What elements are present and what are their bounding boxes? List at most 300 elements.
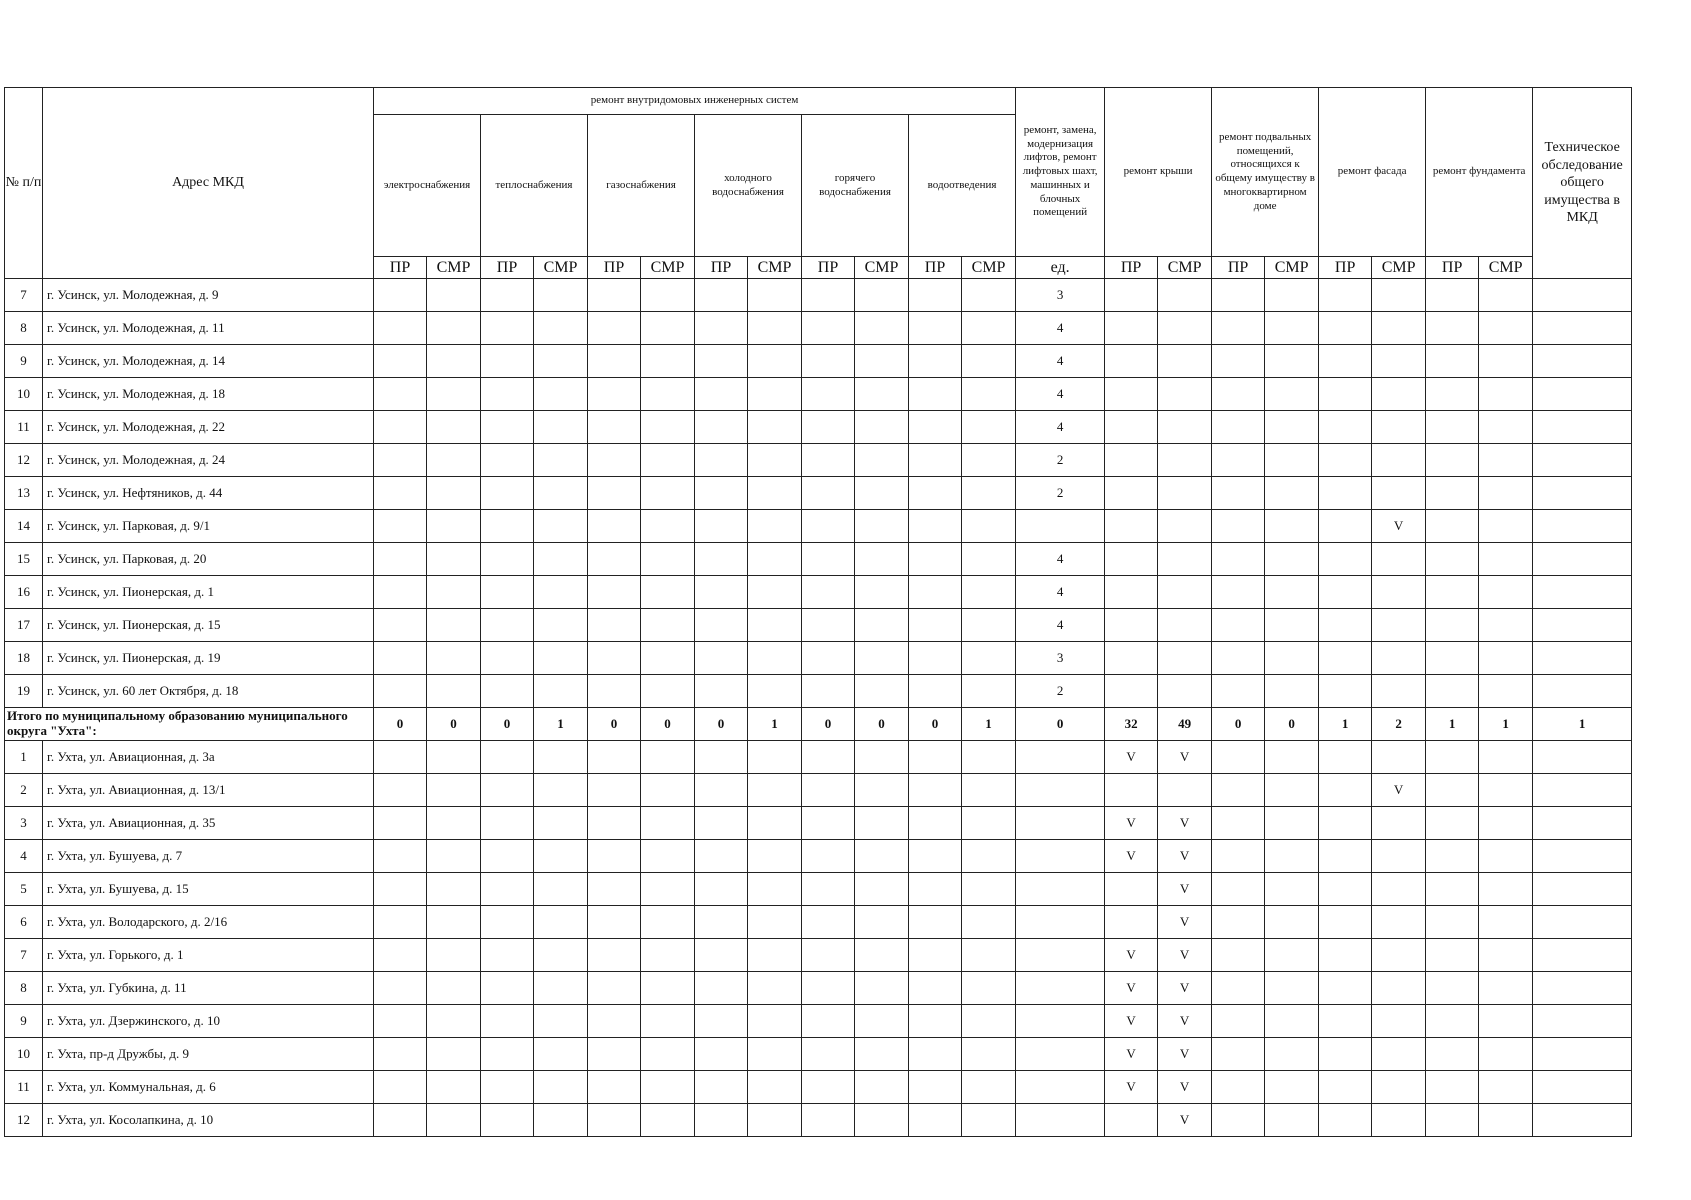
table-cell bbox=[1479, 312, 1533, 345]
table-cell bbox=[962, 840, 1016, 873]
row-number: 11 bbox=[5, 411, 43, 444]
table-cell bbox=[962, 1071, 1016, 1104]
table-cell bbox=[641, 510, 695, 543]
table-cell bbox=[1212, 411, 1265, 444]
table-cell bbox=[962, 1005, 1016, 1038]
table-cell bbox=[588, 279, 641, 312]
table-cell bbox=[534, 642, 588, 675]
table-row bbox=[5, 675, 1632, 708]
table-cell bbox=[962, 873, 1016, 906]
table-cell bbox=[695, 345, 748, 378]
table-cell bbox=[1212, 576, 1265, 609]
table-cell bbox=[802, 312, 855, 345]
table-row bbox=[5, 378, 1632, 411]
table-row bbox=[5, 1071, 1632, 1104]
table-cell bbox=[1426, 906, 1479, 939]
subheader-smr: СМР bbox=[962, 257, 1016, 279]
table-cell bbox=[427, 774, 481, 807]
table-cell bbox=[1016, 807, 1105, 840]
table-cell bbox=[748, 1071, 802, 1104]
table-cell bbox=[641, 906, 695, 939]
table-cell bbox=[962, 279, 1016, 312]
table-cell bbox=[695, 1005, 748, 1038]
table-cell bbox=[588, 807, 641, 840]
table-cell bbox=[855, 807, 909, 840]
table-cell bbox=[695, 411, 748, 444]
table-cell bbox=[1105, 477, 1158, 510]
table-cell bbox=[1426, 609, 1479, 642]
table-cell bbox=[427, 345, 481, 378]
table-cell bbox=[534, 345, 588, 378]
subheader-pr: ПР bbox=[1105, 257, 1158, 279]
table-cell bbox=[427, 807, 481, 840]
table-cell: 3 bbox=[1016, 279, 1105, 312]
table-cell bbox=[962, 411, 1016, 444]
table-cell bbox=[1372, 1038, 1426, 1071]
table-cell bbox=[802, 510, 855, 543]
table-cell bbox=[802, 279, 855, 312]
table-cell: V bbox=[1105, 939, 1158, 972]
table-cell bbox=[1158, 279, 1212, 312]
table-cell bbox=[641, 477, 695, 510]
table-cell: 0 bbox=[1016, 708, 1105, 741]
row-number: 11 bbox=[5, 1071, 43, 1104]
col-header-electricity: электроснабжения bbox=[374, 115, 481, 257]
table-cell: 0 bbox=[427, 708, 481, 741]
table-cell bbox=[427, 609, 481, 642]
subheader-smr: СМР bbox=[855, 257, 909, 279]
table-row bbox=[5, 1104, 1632, 1137]
table-cell bbox=[427, 312, 481, 345]
table-cell bbox=[1105, 609, 1158, 642]
table-cell bbox=[1105, 543, 1158, 576]
table-cell: 2 bbox=[1016, 444, 1105, 477]
table-cell bbox=[1533, 807, 1632, 840]
table-cell bbox=[962, 477, 1016, 510]
table-cell: 2 bbox=[1016, 477, 1105, 510]
table-cell: 4 bbox=[1016, 378, 1105, 411]
table-cell bbox=[909, 378, 962, 411]
table-cell bbox=[695, 873, 748, 906]
table-cell: V bbox=[1105, 840, 1158, 873]
table-cell bbox=[1426, 873, 1479, 906]
table-cell bbox=[748, 279, 802, 312]
table-cell bbox=[588, 378, 641, 411]
table-cell bbox=[695, 939, 748, 972]
table-cell bbox=[695, 1038, 748, 1071]
row-number: 10 bbox=[5, 378, 43, 411]
table-cell bbox=[855, 774, 909, 807]
table-cell bbox=[1265, 1071, 1319, 1104]
table-cell bbox=[1265, 345, 1319, 378]
row-address: г. Ухта, ул. Косолапкина, д. 10 bbox=[43, 1104, 374, 1137]
table-cell bbox=[1533, 1104, 1632, 1137]
table-cell bbox=[1016, 840, 1105, 873]
table-cell bbox=[1426, 1038, 1479, 1071]
table-cell bbox=[534, 741, 588, 774]
table-cell bbox=[1372, 972, 1426, 1005]
table-cell: V bbox=[1105, 1005, 1158, 1038]
table-cell: 49 bbox=[1158, 708, 1212, 741]
table-cell bbox=[1105, 510, 1158, 543]
table-cell bbox=[855, 939, 909, 972]
table-cell bbox=[1265, 906, 1319, 939]
capital-repair-table bbox=[4, 87, 1632, 1137]
table-row bbox=[5, 741, 1632, 774]
table-cell bbox=[1533, 576, 1632, 609]
table-cell bbox=[481, 1071, 534, 1104]
row-address: г. Усинск, ул. Молодежная, д. 22 bbox=[43, 411, 374, 444]
table-cell bbox=[427, 1071, 481, 1104]
table-cell: V bbox=[1158, 741, 1212, 774]
table-cell bbox=[374, 840, 427, 873]
table-row bbox=[5, 543, 1632, 576]
table-cell bbox=[1319, 675, 1372, 708]
table-cell bbox=[1479, 345, 1533, 378]
table-cell bbox=[962, 774, 1016, 807]
table-cell bbox=[1212, 774, 1265, 807]
table-cell bbox=[1372, 411, 1426, 444]
row-number: 19 bbox=[5, 675, 43, 708]
table-cell bbox=[641, 378, 695, 411]
row-number: 12 bbox=[5, 444, 43, 477]
table-cell: 0 bbox=[481, 708, 534, 741]
col-header-lifts: ремонт, замена, модернизация лифтов, ремонт лифтовых шахт, машинных и блочных помещений bbox=[1016, 88, 1105, 257]
col-header-internal-systems: ремонт внутридомовых инженерных систем bbox=[374, 88, 1016, 115]
table-cell: 4 bbox=[1016, 345, 1105, 378]
table-cell bbox=[1479, 972, 1533, 1005]
table-cell bbox=[1265, 444, 1319, 477]
table-cell bbox=[802, 939, 855, 972]
table-cell bbox=[802, 873, 855, 906]
table-cell bbox=[1426, 576, 1479, 609]
table-cell bbox=[1479, 873, 1533, 906]
table-cell bbox=[481, 741, 534, 774]
table-cell bbox=[1319, 345, 1372, 378]
table-cell bbox=[481, 873, 534, 906]
table-cell bbox=[909, 807, 962, 840]
table-cell bbox=[427, 411, 481, 444]
table-cell bbox=[909, 972, 962, 1005]
table-cell bbox=[802, 345, 855, 378]
table-cell bbox=[1158, 444, 1212, 477]
table-cell bbox=[641, 840, 695, 873]
table-cell bbox=[374, 873, 427, 906]
table-cell bbox=[748, 675, 802, 708]
table-cell bbox=[534, 675, 588, 708]
table-cell bbox=[1016, 906, 1105, 939]
table-cell bbox=[534, 774, 588, 807]
table-cell bbox=[962, 576, 1016, 609]
table-cell bbox=[695, 906, 748, 939]
table-cell bbox=[1212, 1104, 1265, 1137]
table-cell bbox=[1265, 840, 1319, 873]
table-cell bbox=[748, 840, 802, 873]
table-cell bbox=[1533, 972, 1632, 1005]
table-cell bbox=[1426, 675, 1479, 708]
table-cell bbox=[748, 774, 802, 807]
table-cell bbox=[1533, 642, 1632, 675]
table-cell bbox=[855, 411, 909, 444]
table-cell bbox=[1372, 675, 1426, 708]
table-cell bbox=[748, 345, 802, 378]
row-number: 5 bbox=[5, 873, 43, 906]
table-cell: V bbox=[1158, 1038, 1212, 1071]
table-cell bbox=[588, 411, 641, 444]
table-cell bbox=[855, 675, 909, 708]
table-cell bbox=[481, 543, 534, 576]
table-cell bbox=[1533, 906, 1632, 939]
row-number: 16 bbox=[5, 576, 43, 609]
table-cell bbox=[1479, 1071, 1533, 1104]
table-cell bbox=[802, 1104, 855, 1137]
row-address: г. Усинск, ул. Молодежная, д. 11 bbox=[43, 312, 374, 345]
table-cell bbox=[427, 939, 481, 972]
table-cell: V bbox=[1158, 807, 1212, 840]
table-cell bbox=[695, 576, 748, 609]
table-cell bbox=[374, 609, 427, 642]
table-cell bbox=[1533, 1038, 1632, 1071]
table-cell bbox=[962, 741, 1016, 774]
table-cell bbox=[748, 642, 802, 675]
table-cell bbox=[1533, 378, 1632, 411]
table-cell bbox=[802, 1071, 855, 1104]
table-cell bbox=[534, 576, 588, 609]
table-cell bbox=[588, 444, 641, 477]
table-cell bbox=[748, 741, 802, 774]
table-cell bbox=[1158, 345, 1212, 378]
table-cell bbox=[427, 510, 481, 543]
table-cell bbox=[909, 477, 962, 510]
table-cell bbox=[1319, 939, 1372, 972]
table-cell bbox=[641, 1005, 695, 1038]
table-cell bbox=[1319, 840, 1372, 873]
table-cell bbox=[1372, 609, 1426, 642]
table-cell bbox=[1479, 840, 1533, 873]
table-cell bbox=[427, 906, 481, 939]
row-address: г. Ухта, ул. Горького, д. 1 bbox=[43, 939, 374, 972]
table-cell bbox=[1105, 1104, 1158, 1137]
table-cell bbox=[1158, 609, 1212, 642]
table-cell bbox=[588, 1104, 641, 1137]
table-cell bbox=[1265, 1038, 1319, 1071]
table-cell bbox=[374, 444, 427, 477]
table-cell bbox=[481, 345, 534, 378]
table-cell bbox=[1372, 279, 1426, 312]
table-cell bbox=[1212, 972, 1265, 1005]
table-cell bbox=[1158, 543, 1212, 576]
table-cell bbox=[1016, 774, 1105, 807]
subheader-unit: ед. bbox=[1016, 257, 1105, 279]
table-cell bbox=[1533, 312, 1632, 345]
col-header-hot-water: горячего водоснабжения bbox=[802, 115, 909, 257]
table-cell bbox=[748, 873, 802, 906]
table-cell bbox=[588, 906, 641, 939]
table-cell bbox=[1265, 576, 1319, 609]
table-cell bbox=[588, 741, 641, 774]
table-cell bbox=[481, 312, 534, 345]
table-cell bbox=[695, 543, 748, 576]
table-cell bbox=[1319, 312, 1372, 345]
table-cell bbox=[1212, 543, 1265, 576]
table-cell bbox=[1426, 345, 1479, 378]
table-cell bbox=[1479, 741, 1533, 774]
table-cell bbox=[534, 1038, 588, 1071]
row-address: г. Усинск, ул. Парковая, д. 20 bbox=[43, 543, 374, 576]
table-cell bbox=[374, 1071, 427, 1104]
table-cell bbox=[641, 1038, 695, 1071]
table-cell: 0 bbox=[641, 708, 695, 741]
table-row bbox=[5, 906, 1632, 939]
table-cell bbox=[374, 1005, 427, 1038]
table-cell bbox=[802, 906, 855, 939]
table-cell bbox=[481, 1005, 534, 1038]
table-cell bbox=[1319, 543, 1372, 576]
table-cell bbox=[695, 807, 748, 840]
table-cell bbox=[427, 840, 481, 873]
col-header-tech-inspection: Техническое обследование общего имущества в МКД bbox=[1533, 88, 1632, 279]
table-cell bbox=[374, 576, 427, 609]
subheader-smr: СМР bbox=[641, 257, 695, 279]
table-cell bbox=[427, 1104, 481, 1137]
table-cell bbox=[534, 1071, 588, 1104]
table-cell bbox=[1265, 774, 1319, 807]
row-address: г. Ухта, ул. Губкина, д. 11 bbox=[43, 972, 374, 1005]
table-cell bbox=[695, 477, 748, 510]
table-cell bbox=[1212, 477, 1265, 510]
subheader-smr: СМР bbox=[748, 257, 802, 279]
table-cell bbox=[534, 840, 588, 873]
table-cell bbox=[1533, 444, 1632, 477]
table-cell bbox=[481, 279, 534, 312]
table-row bbox=[5, 609, 1632, 642]
table-cell bbox=[641, 1071, 695, 1104]
subheader-smr: СМР bbox=[1479, 257, 1533, 279]
row-number: 1 bbox=[5, 741, 43, 774]
table-cell: 0 bbox=[1265, 708, 1319, 741]
table-cell bbox=[427, 576, 481, 609]
table-cell bbox=[534, 411, 588, 444]
table-cell bbox=[802, 807, 855, 840]
table-cell bbox=[695, 312, 748, 345]
table-cell bbox=[1265, 609, 1319, 642]
table-cell bbox=[1212, 939, 1265, 972]
table-cell bbox=[1319, 873, 1372, 906]
table-cell: 1 bbox=[962, 708, 1016, 741]
col-header-heating: теплоснабжения bbox=[481, 115, 588, 257]
table-cell: 1 bbox=[534, 708, 588, 741]
table-cell: V bbox=[1158, 1071, 1212, 1104]
table-cell bbox=[909, 675, 962, 708]
table-cell: 4 bbox=[1016, 312, 1105, 345]
table-cell bbox=[1372, 378, 1426, 411]
table-cell bbox=[909, 345, 962, 378]
table-cell bbox=[962, 444, 1016, 477]
table-cell bbox=[1016, 1071, 1105, 1104]
row-address: г. Ухта, пр-д Дружбы, д. 9 bbox=[43, 1038, 374, 1071]
subheader-smr: СМР bbox=[534, 257, 588, 279]
table-cell bbox=[1426, 1104, 1479, 1137]
table-cell bbox=[534, 873, 588, 906]
row-address: г. Усинск, ул. Молодежная, д. 14 bbox=[43, 345, 374, 378]
table-cell bbox=[1426, 279, 1479, 312]
table-cell: V bbox=[1158, 1104, 1212, 1137]
table-cell bbox=[748, 510, 802, 543]
table-cell: 2 bbox=[1016, 675, 1105, 708]
row-number: 18 bbox=[5, 642, 43, 675]
table-cell bbox=[909, 1071, 962, 1104]
table-row bbox=[5, 312, 1632, 345]
table-cell bbox=[1319, 411, 1372, 444]
table-cell bbox=[802, 543, 855, 576]
table-cell: 0 bbox=[588, 708, 641, 741]
table-cell bbox=[748, 543, 802, 576]
table-cell bbox=[1105, 279, 1158, 312]
table-cell bbox=[481, 576, 534, 609]
table-row bbox=[5, 939, 1632, 972]
table-cell bbox=[534, 939, 588, 972]
table-cell bbox=[1533, 1005, 1632, 1038]
table-cell: 4 bbox=[1016, 609, 1105, 642]
table-cell bbox=[1212, 807, 1265, 840]
table-cell bbox=[588, 840, 641, 873]
table-cell bbox=[641, 609, 695, 642]
table-cell bbox=[1105, 378, 1158, 411]
col-header-drainage: водоотведения bbox=[909, 115, 1016, 257]
table-cell: 0 bbox=[1212, 708, 1265, 741]
table-cell bbox=[427, 741, 481, 774]
table-cell bbox=[1372, 543, 1426, 576]
table-cell bbox=[1372, 939, 1426, 972]
table-cell bbox=[374, 345, 427, 378]
table-cell bbox=[1479, 477, 1533, 510]
row-number: 14 bbox=[5, 510, 43, 543]
table-cell: 0 bbox=[909, 708, 962, 741]
table-cell bbox=[909, 873, 962, 906]
table-cell bbox=[481, 1104, 534, 1137]
table-cell bbox=[1372, 477, 1426, 510]
table-cell bbox=[748, 576, 802, 609]
table-cell bbox=[802, 1038, 855, 1071]
table-cell bbox=[481, 510, 534, 543]
table-cell bbox=[1265, 279, 1319, 312]
table-row bbox=[5, 444, 1632, 477]
table-cell bbox=[374, 741, 427, 774]
table-cell bbox=[1479, 543, 1533, 576]
row-number: 7 bbox=[5, 939, 43, 972]
table-cell bbox=[695, 444, 748, 477]
table-cell bbox=[427, 642, 481, 675]
table-cell bbox=[1212, 510, 1265, 543]
table-cell bbox=[962, 1104, 1016, 1137]
table-cell bbox=[695, 609, 748, 642]
table-cell bbox=[1372, 1071, 1426, 1104]
table-cell: 1 bbox=[1479, 708, 1533, 741]
table-cell bbox=[855, 543, 909, 576]
table-cell bbox=[1265, 675, 1319, 708]
row-address: г. Усинск, ул. Нефтяников, д. 44 bbox=[43, 477, 374, 510]
table-cell bbox=[962, 378, 1016, 411]
row-number: 12 bbox=[5, 1104, 43, 1137]
table-cell bbox=[909, 774, 962, 807]
table-cell bbox=[1265, 1104, 1319, 1137]
table-cell bbox=[374, 1038, 427, 1071]
table-cell bbox=[1479, 675, 1533, 708]
table-cell bbox=[1319, 774, 1372, 807]
table-cell bbox=[1372, 444, 1426, 477]
table-row bbox=[5, 972, 1632, 1005]
table-cell bbox=[1265, 807, 1319, 840]
